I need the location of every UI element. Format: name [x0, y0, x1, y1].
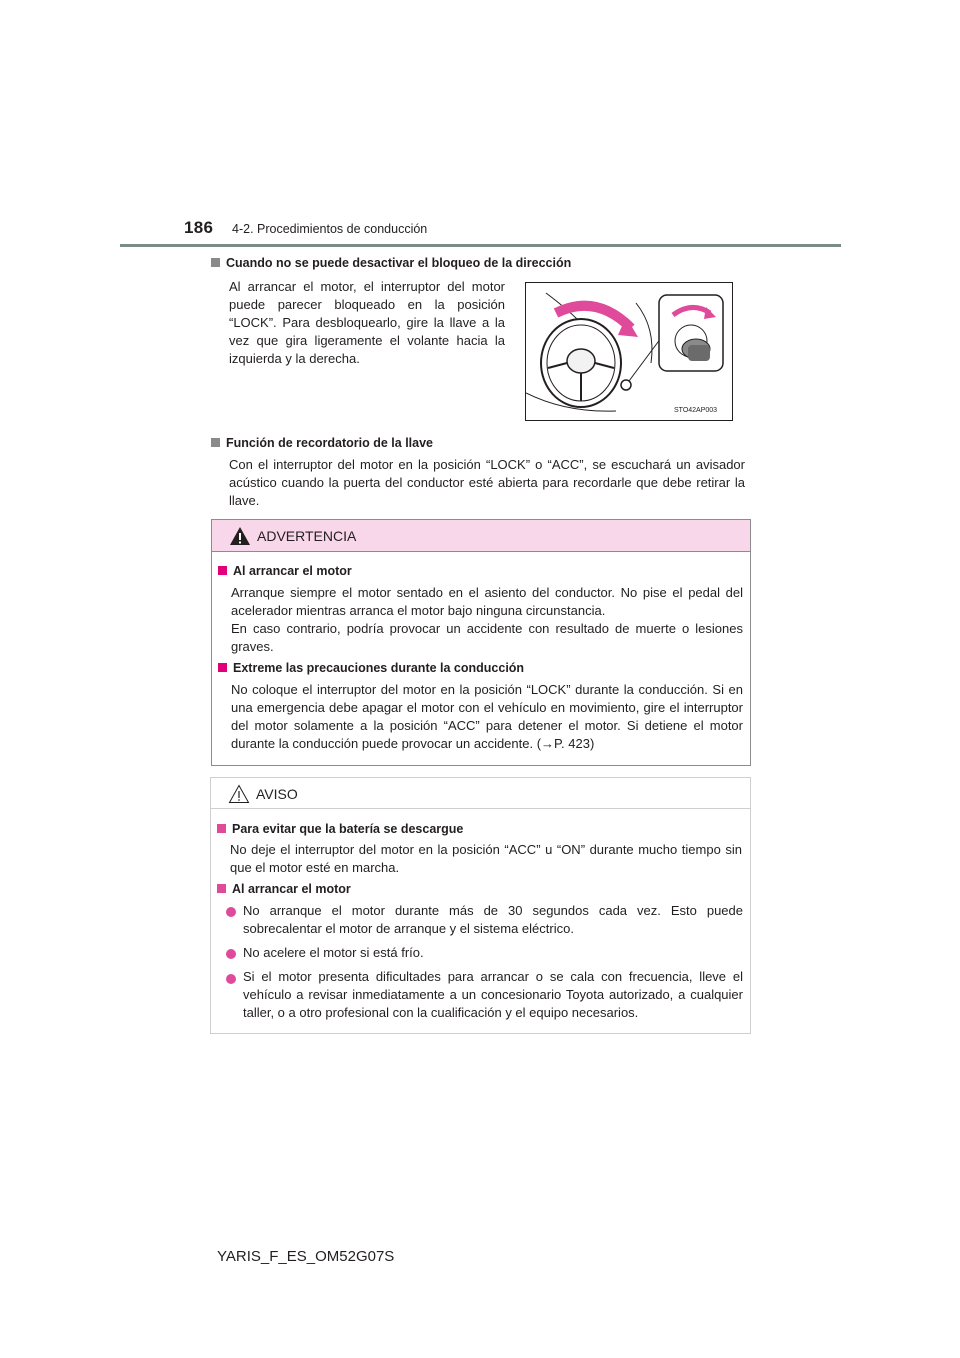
- notice-bullet-text: No arranque el motor durante más de 30 segundos cada vez. Esto puede sobrecalentar el motor de arranque y el sistema eléctrico.: [243, 903, 743, 936]
- square-bullet-icon: [217, 824, 226, 833]
- square-bullet-icon: [218, 663, 227, 672]
- square-bullet-icon: [217, 884, 226, 893]
- notice-box: [210, 777, 751, 1034]
- section-title: 4-2. Procedimientos de conducción: [232, 222, 428, 236]
- steering-wheel-drawing: [526, 283, 732, 420]
- warning-header: [212, 520, 750, 552]
- warning-item-text: No coloque el interruptor del motor en la posición “LOCK” durante la conducción. Si en una emergencia debe apagar el motor con el vehículo en movimiento, gire el interruptor del motor solamente a la posición “ACC” para detener el motor. Si detiene el motor durante la conducción puede provocar un accidente. (→P. 423): [231, 682, 743, 751]
- page-number: 186: [184, 218, 214, 237]
- round-bullet-icon: [226, 949, 236, 959]
- notice-bullet-text: Si el motor presenta dificultades para arrancar o se cala con frecuencia, lleve el vehículo a revisar inmediatamente a un concesionario Toyota autorizado, a cualquier taller, o a otro profesional con la cualificación y el equipo necesarios.: [243, 969, 743, 1020]
- header-rule: [120, 244, 841, 247]
- notice-bullet-text: No acelere el motor si está frío.: [243, 945, 424, 960]
- square-bullet-icon: [211, 438, 220, 447]
- steering-lock-text: Al arrancar el motor, el interruptor del motor puede parecer bloqueado en la posición “LOCK”. Para desbloquearlo, gire la llave a la vez que gira ligeramente el volante hacia la izquierda y la derecha.: [229, 279, 505, 366]
- image-code: STO42AP003: [674, 407, 718, 414]
- warning-title: ADVERTENCIA: [257, 528, 357, 544]
- key-reminder-heading: Función de recordatorio de la llave: [211, 436, 433, 450]
- document-code: YARIS_F_ES_OM52G07S: [217, 1248, 395, 1265]
- round-bullet-icon: [226, 907, 236, 917]
- warning-box: [211, 519, 751, 766]
- square-bullet-icon: [218, 566, 227, 575]
- notice-title: AVISO: [256, 786, 298, 802]
- notice-item-text: No deje el interruptor del motor en la posición “ACC” u “ON” durante mucho tiempo sin que el motor esté en marcha.: [230, 842, 742, 875]
- steering-wheel-illustration: [525, 282, 733, 421]
- key-reminder-text: Con el interruptor del motor en la posición “LOCK” o “ACC”, se escuchará un avisador acústico cuando la puerta del conductor esté abierta para recordarle que debe retirar la llave.: [229, 457, 745, 508]
- round-bullet-icon: [226, 974, 236, 984]
- warning-item-heading: Al arrancar el motor: [218, 564, 352, 578]
- square-bullet-icon: [211, 258, 220, 267]
- notice-item-heading: Para evitar que la batería se descargue: [217, 822, 463, 836]
- warning-item-text: En caso contrario, podría provocar un accidente con resultado de muerte o lesiones graves.: [231, 621, 743, 654]
- warning-triangle-icon: [229, 526, 251, 546]
- steering-lock-heading: Cuando no se puede desactivar el bloqueo de la dirección: [211, 256, 571, 270]
- warning-item-heading: Extreme las precauciones durante la conducción: [218, 661, 524, 675]
- caution-triangle-icon: [228, 784, 250, 804]
- warning-item-text: Arranque siempre el motor sentado en el asiento del conductor. No pise el pedal del acelerador mientras arranca el motor bajo ninguna circunstancia.: [231, 585, 743, 618]
- notice-item-heading: Al arrancar el motor: [217, 882, 351, 896]
- notice-header: [211, 778, 750, 809]
